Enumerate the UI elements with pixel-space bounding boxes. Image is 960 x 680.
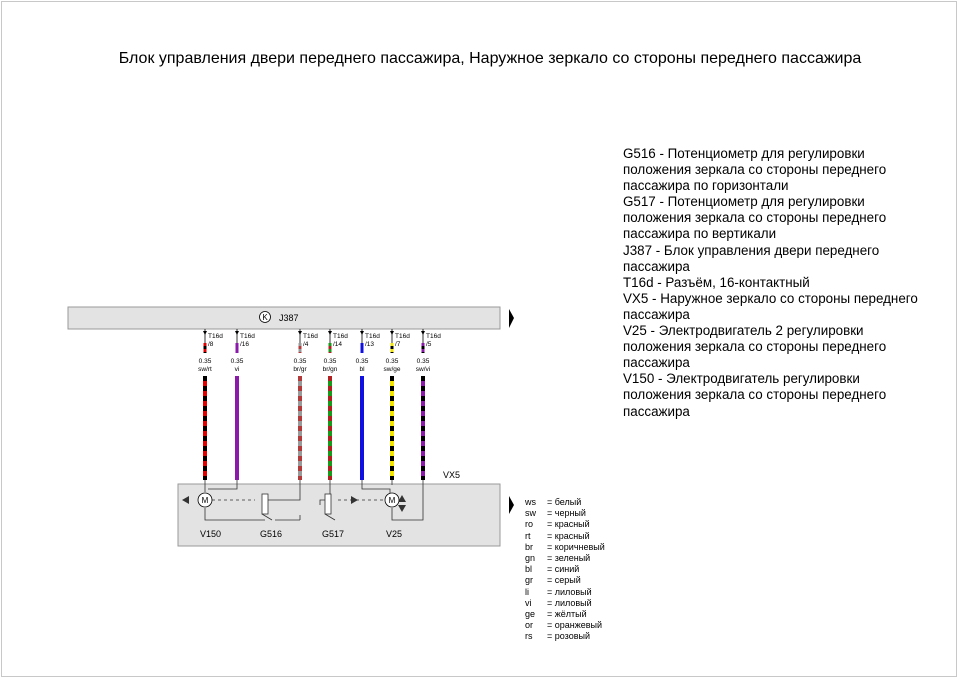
wire-color-code: br/gn <box>322 366 338 373</box>
pin-marker-icon <box>203 331 207 335</box>
mirror-unit-label: VX5 <box>443 470 461 480</box>
color-name: = розовый <box>547 631 590 642</box>
legend-item: J387 - Блок управления двери переднего пассажира <box>623 242 880 274</box>
continue-arrow-icon <box>509 496 514 514</box>
color-name: = черный <box>547 508 586 519</box>
color-code: rs <box>525 631 533 642</box>
pin-marker-icon <box>421 331 425 335</box>
legend-item: V25 - Электродвигатель 2 регулировки положения зеркала со стороны переднего пассажира <box>623 323 887 371</box>
connector-label: T16d <box>365 333 380 340</box>
legend-item: G516 - Потенциометр для регулировки положения зеркала со стороны переднего пассажира по горизонтали <box>623 146 887 194</box>
pin-marker-icon <box>235 331 239 335</box>
color-code: br <box>525 541 534 552</box>
color-code: or <box>525 620 534 631</box>
control-unit-label: J387 <box>279 313 299 323</box>
wire-gauge: 0.35 <box>416 358 430 365</box>
color-name: = лиловый <box>547 597 592 608</box>
color-name: = лиловый <box>547 586 592 597</box>
color-name: = оранжевый <box>547 620 603 631</box>
wire-gauge: 0.35 <box>355 358 369 365</box>
motor-symbol: M <box>388 496 396 505</box>
color-code: sw <box>525 508 536 519</box>
color-code: ws <box>525 497 536 507</box>
color-name: = синий <box>547 564 580 575</box>
pin-marker-icon <box>390 331 394 335</box>
wire-color-code: br/gr <box>293 366 307 373</box>
wire-color-code: sw/ge <box>383 366 401 373</box>
motor-symbol: M <box>201 496 209 505</box>
pin-label: /7 <box>395 341 401 348</box>
pin-label: /14 <box>333 341 343 348</box>
connector-label: T16d <box>303 333 318 340</box>
component-label: V150 <box>200 529 222 539</box>
wire-color-code: sw/rt <box>198 366 212 373</box>
connector-label: T16d <box>240 333 255 340</box>
connector-label: T16d <box>395 333 410 340</box>
wire-color-code: sw/vi <box>415 366 431 373</box>
legend-item: G517 - Потенциометр для регулировки положения зеркала со стороны переднего пассажира по вертикали <box>623 194 887 242</box>
color-code: ro <box>525 519 534 530</box>
pin-marker-icon <box>298 331 302 335</box>
color-name: = белый <box>547 497 582 507</box>
pin-label: /16 <box>240 341 250 348</box>
legend-item: V150 - Электродвигатель регулировки положения зеркала со стороны переднего пассажира <box>623 371 887 419</box>
wire-gauge: 0.35 <box>385 358 399 365</box>
pin-label: /4 <box>303 341 309 348</box>
color-code: rt <box>525 530 531 541</box>
color-name: = красный <box>547 530 590 541</box>
wire-color-code: vi <box>234 366 240 373</box>
color-name: = красный <box>547 519 590 530</box>
pin-label: /8 <box>208 341 214 348</box>
pin-marker-icon <box>328 331 332 335</box>
color-name: = коричневый <box>547 541 605 552</box>
color-code: bl <box>525 564 533 575</box>
color-code: li <box>525 586 529 597</box>
pin-label: /13 <box>365 341 375 348</box>
page-title: Блок управления двери переднего пассажира, Наружное зеркало со стороны переднего пассажира <box>118 50 862 67</box>
control-unit-badge-letter: K <box>262 313 268 322</box>
connector-label: T16d <box>208 333 223 340</box>
color-code: gn <box>525 553 536 564</box>
connector-label: T16d <box>426 333 441 340</box>
pin-marker-icon <box>360 331 364 335</box>
color-code: gr <box>525 575 534 586</box>
wire-gauge: 0.35 <box>198 358 212 365</box>
component-label: V25 <box>386 529 403 539</box>
color-code: ge <box>525 609 536 620</box>
wire-gauge: 0.35 <box>293 358 307 365</box>
pin-label: /5 <box>426 341 432 348</box>
wire-color-code: bl <box>359 366 365 373</box>
continue-arrow-icon <box>509 309 514 328</box>
legend-item: T16d - Разъём, 16-контактный <box>623 274 810 290</box>
component-label: G517 <box>322 529 345 539</box>
wire-gauge: 0.35 <box>230 358 244 365</box>
connector-label: T16d <box>333 333 348 340</box>
wire-gauge: 0.35 <box>323 358 337 365</box>
color-name: = зеленый <box>547 553 591 564</box>
color-name: = жёлтый <box>547 609 587 620</box>
legend-item: VX5 - Наружное зеркало со стороны переднего пассажира <box>623 290 918 322</box>
color-code: vi <box>525 597 532 608</box>
component-label: G516 <box>260 529 283 539</box>
color-name: = серый <box>547 575 581 586</box>
